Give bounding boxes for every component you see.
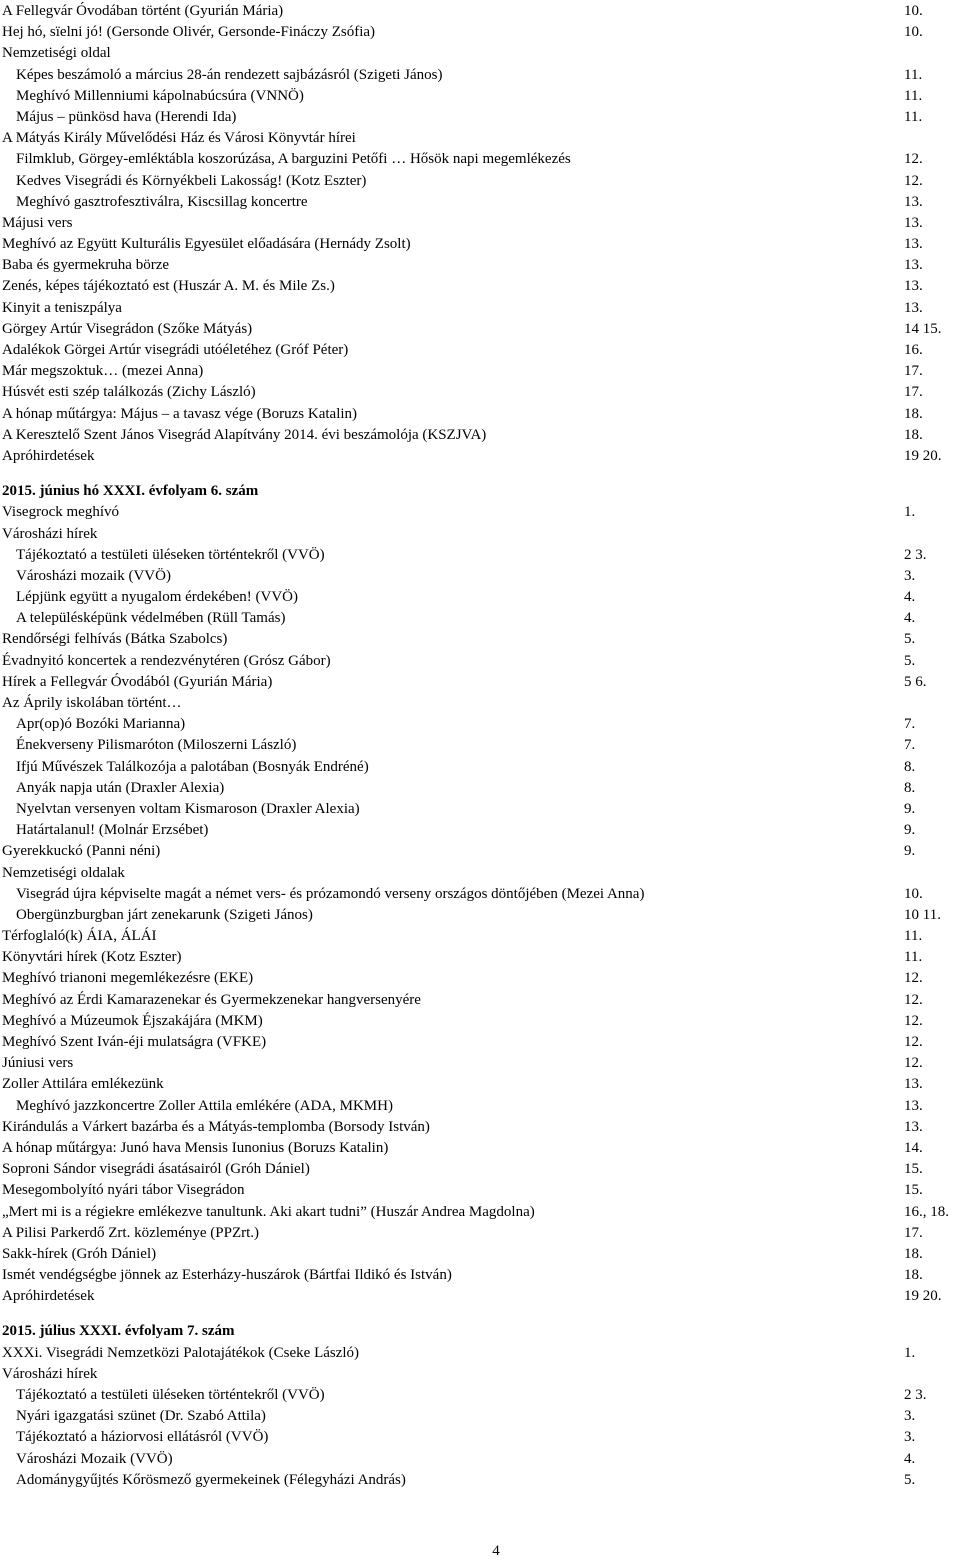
- issue-heading: 2015. június hó XXXI. évfolyam 6. szám: [2, 483, 259, 500]
- toc-entry-page: 16.: [904, 342, 923, 358]
- toc-entry-page: 11.: [904, 949, 923, 966]
- toc-entry-page: 17.: [904, 1224, 923, 1241]
- toc-entry-page: 13.: [904, 1076, 923, 1093]
- toc-entry-page: 12.: [904, 1012, 923, 1029]
- toc-entry-page: 8.: [904, 779, 916, 796]
- toc-entry-page: 5.: [904, 631, 916, 648]
- toc-entry: [2, 361, 952, 382]
- toc-entry-title: Városházi Mozaik (VVÖ): [16, 1450, 173, 1467]
- toc-entry-title: Apróhirdetések: [2, 1288, 95, 1305]
- toc-entry: [2, 1427, 952, 1448]
- toc-entry-title: Már megszoktuk… (mezei Anna): [2, 363, 204, 380]
- toc-entry: [2, 319, 952, 340]
- toc-entry-title: Zoller Attilára emlékezünk: [2, 1076, 164, 1093]
- toc-entry-page: 13.: [904, 257, 923, 274]
- toc-entry-page: 16., 18.: [904, 1203, 949, 1220]
- toc-entry-title: Tájékoztató a testületi üléseken történtekről (VVÖ): [16, 546, 325, 563]
- toc-entry-title: Sakk-hírek (Gróh Dániel): [2, 1245, 157, 1262]
- toc-entry-page: 10.: [904, 24, 923, 41]
- toc-entry-page: 10.: [904, 3, 923, 19]
- toc-entry-title: Baba és gyermekruha börze: [2, 257, 170, 274]
- toc-entry: [2, 566, 952, 587]
- toc-entry: [2, 1159, 952, 1180]
- toc-entry-page: 13.: [904, 299, 923, 316]
- toc-entry-title: Meghívó az Érdi Kamarazenekar és Gyermekzenekar hangversenyére: [2, 991, 421, 1008]
- toc-entry: [2, 651, 952, 672]
- toc-entry-title: Apr(op)ó Bozóki Marianna): [16, 716, 186, 733]
- toc-entry-page: 14 15.: [904, 320, 942, 337]
- toc-entry-title: Tájékoztató a háziorvosi ellátásról (VVÖ): [16, 1429, 269, 1446]
- toc-entry: [2, 1117, 952, 1138]
- toc-entry-page: 19 20.: [904, 447, 942, 464]
- toc-entry-page: 9.: [904, 843, 916, 860]
- toc-entry-title: Nemzetiségi oldalak: [2, 864, 125, 881]
- toc-entry-title: A Mátyás Király Művelődési Ház és Városi Könyvtár hírei: [2, 130, 356, 147]
- toc-entry-page: 3.: [904, 1408, 916, 1425]
- toc-entry: [2, 340, 952, 361]
- toc-entry-page: 12.: [904, 1034, 923, 1050]
- toc-entry-page: 12.: [904, 1055, 923, 1072]
- toc-entry-page: 15.: [904, 1182, 923, 1199]
- toc-entry: [2, 1180, 952, 1201]
- toc-entry-title: Énekverseny Pilismaróton (Miloszerni László): [16, 737, 297, 754]
- toc-entry: [2, 192, 952, 213]
- toc-entry-page: 10.: [904, 885, 923, 902]
- toc-entry: [2, 276, 952, 297]
- toc-entry-page: 17.: [904, 384, 923, 401]
- toc-entry-page: 13.: [904, 193, 923, 210]
- toc-entry: [2, 1343, 952, 1364]
- toc-entry-page: 13.: [904, 1118, 923, 1135]
- toc-entry-page: 2 3.: [904, 1387, 927, 1403]
- toc-entry-page: 4.: [904, 1450, 916, 1467]
- toc-entry-title: Határtalanul! (Molnár Erzsébet): [16, 822, 209, 839]
- toc-entry-title: Évadnyitó koncertek a rendezvénytéren (Grósz Gábor): [2, 652, 331, 669]
- toc-entry-page: 12.: [904, 151, 923, 168]
- toc-entry-title: Meghívó jazzkoncertre Zoller Attila emlékére (ADA, MKMH): [16, 1097, 393, 1114]
- toc-entry: [2, 1385, 952, 1406]
- toc-entry-page: 18.: [904, 405, 923, 422]
- toc-entry-title: Nemzetiségi oldal: [2, 45, 111, 62]
- toc-entry: [2, 799, 952, 820]
- toc-entry-title: A településképünk védelmében (Rüll Tamás): [16, 610, 286, 627]
- toc-entry: [2, 524, 952, 545]
- toc-entry: [2, 587, 952, 608]
- toc-entry: [2, 545, 952, 566]
- toc-entry: [2, 820, 952, 841]
- section-spacer: [2, 467, 952, 481]
- toc-entry-title: Meghívó a Múzeumok Éjszakájára (MKM): [2, 1012, 263, 1029]
- toc-entry: [2, 425, 952, 446]
- toc-entry: [2, 234, 952, 255]
- toc-entry: [2, 107, 952, 128]
- toc-entry-page: 2 3.: [904, 546, 927, 563]
- toc-entry-title: Kedves Visegrádi és Környékbeli Lakosság! (Kotz Eszter): [16, 172, 367, 189]
- toc-entry-title: Képes beszámoló a március 28-án rendezett sajbázásról (Szigeti János): [16, 66, 443, 83]
- toc-entry-title: Ismét vendégségbe jönnek az Esterházy-huszárok (Bártfai Ildikó és István): [2, 1267, 452, 1284]
- toc-entry-page: 5.: [904, 652, 916, 669]
- toc-entry-page: 9.: [904, 800, 916, 817]
- toc-entry-title: Adalékok Görgei Artúr visegrádi utóéletéhez (Gróf Péter): [2, 342, 349, 358]
- toc-entry-page: 13.: [904, 278, 923, 295]
- toc-entry: [2, 884, 952, 905]
- toc-entry-page: 9.: [904, 822, 916, 839]
- toc-entry: [2, 65, 952, 86]
- toc-entry-title: Május – pünkösd hava (Herendi Ida): [16, 108, 237, 125]
- toc-entry: [2, 1265, 952, 1286]
- toc-entry-title: Meghívó az Együtt Kulturális Egyesület előadására (Hernády Zsolt): [2, 236, 411, 253]
- toc-entry: [2, 1, 952, 22]
- toc-entry-title: Májusi vers: [2, 214, 73, 231]
- toc-entry: [2, 171, 952, 192]
- toc-entry-page: 5 6.: [904, 673, 927, 690]
- toc-entry-title: Kirándulás a Várkert bazárba és a Mátyás-templomba (Borsody István): [2, 1118, 430, 1135]
- toc-entry-title: Rendőrségi felhívás (Bátka Szabolcs): [2, 631, 228, 648]
- toc-entry-title: Az Áprily iskolában történt…: [2, 695, 182, 711]
- toc-entry: [2, 693, 952, 714]
- issue-heading: 2015. július XXXI. évfolyam 7. szám: [2, 1323, 235, 1340]
- table-of-contents: [2, 1, 952, 1491]
- toc-entry: [2, 1138, 952, 1159]
- toc-entry: [2, 1364, 952, 1385]
- toc-entry: [2, 735, 952, 756]
- toc-entry-page: 4.: [904, 589, 916, 606]
- toc-entry-title: Városházi hírek: [2, 1365, 98, 1382]
- toc-entry: [2, 446, 952, 467]
- toc-entry: [2, 86, 952, 107]
- toc-entry: [2, 1074, 952, 1095]
- toc-entry: [2, 757, 952, 778]
- toc-entry-title: Meghívó gasztrofesztiválra, Kiscsillag koncertre: [16, 193, 308, 210]
- toc-entry-title: Hírek a Fellegvár Óvodából (Gyurián Mária): [2, 673, 273, 690]
- toc-entry: [2, 926, 952, 947]
- toc-entry-title: Júniusi vers: [2, 1055, 74, 1072]
- toc-entry-title: Soproni Sándor visegrádi ásatásairól (Gróh Dániel): [2, 1161, 310, 1178]
- toc-entry: [2, 1011, 952, 1032]
- toc-entry-page: 7.: [904, 737, 916, 754]
- toc-entry-title: Ifjú Művészek Találkozója a palotában (Bosnyák Endréné): [16, 758, 369, 775]
- toc-entry-page: 13.: [904, 236, 923, 253]
- toc-entry-page: 1.: [904, 504, 916, 521]
- toc-entry-page: 17.: [904, 363, 923, 380]
- toc-entry-page: 12.: [904, 172, 923, 189]
- toc-entry-title: „Mert mi is a régiekre emlékezve tanultunk. Aki akart tudni” (Huszár Andrea Magdolna): [2, 1203, 535, 1220]
- toc-entry-page: 1.: [904, 1344, 916, 1361]
- toc-entry-title: Hej hó, sïelni jó! (Gersonde Olivér, Gersonde-Fináczy Zsófia): [2, 24, 376, 41]
- toc-entry: [2, 1032, 952, 1053]
- toc-entry: [2, 714, 952, 735]
- toc-entry-page: 18.: [904, 426, 923, 443]
- toc-entry: [2, 1223, 952, 1244]
- toc-entry: [2, 1449, 952, 1470]
- toc-entry-title: Nyelvtan versenyen voltam Kismaroson (Draxler Alexia): [16, 800, 360, 817]
- toc-entry: [2, 149, 952, 170]
- toc-entry-title: XXXi. Visegrádi Nemzetközi Palotajátékok (Cseke László): [2, 1344, 360, 1361]
- toc-entry: [2, 1053, 952, 1074]
- toc-entry-page: 13.: [904, 214, 923, 231]
- toc-entry-page: 5.: [904, 1471, 916, 1488]
- toc-entry-title: Visegrock meghívó: [2, 504, 119, 521]
- toc-entry: [2, 502, 952, 523]
- toc-entry: [2, 672, 952, 693]
- toc-entry: [2, 629, 952, 650]
- toc-entry: [2, 947, 952, 968]
- toc-entry-title: A hónap műtárgya: Május – a tavasz vége (Boruzs Katalin): [2, 405, 358, 422]
- page-number: 4: [492, 1543, 500, 1559]
- toc-entry: [2, 841, 952, 862]
- toc-entry: [2, 213, 952, 234]
- toc-entry-page: 14.: [904, 1139, 923, 1156]
- toc-entry-title: Meghívó Millenniumi kápolnabúcsúra (VNNÖ): [16, 87, 304, 104]
- toc-entry-title: Meghívó trianoni megemlékezésre (EKE): [2, 970, 254, 987]
- toc-entry: [2, 968, 952, 989]
- toc-entry: [2, 128, 952, 149]
- toc-entry-title: Könyvtári hírek (Kotz Eszter): [2, 949, 182, 966]
- toc-entry-title: Kinyit a teniszpálya: [2, 299, 122, 316]
- toc-entry: [2, 298, 952, 319]
- toc-entry-title: Tájékoztató a testületi üléseken történtekről (VVÖ): [16, 1387, 325, 1403]
- toc-entry-title: Görgey Artúr Visegrádon (Szőke Mátyás): [2, 320, 253, 337]
- toc-entry: [2, 43, 952, 64]
- toc-entry-page: 4.: [904, 610, 916, 627]
- toc-entry: [2, 1470, 952, 1491]
- toc-entry: [2, 608, 952, 629]
- toc-entry-page: 12.: [904, 970, 923, 987]
- toc-entry-page: 18.: [904, 1267, 923, 1284]
- toc-entry-page: 11.: [904, 66, 923, 83]
- toc-entry: [2, 1202, 952, 1223]
- toc-entry: [2, 905, 952, 926]
- toc-entry-page: 19 20.: [904, 1288, 942, 1305]
- section-spacer: [2, 1307, 952, 1321]
- toc-entry-title: Húsvét esti szép találkozás (Zichy László): [2, 384, 256, 401]
- toc-entry: [2, 404, 952, 425]
- toc-entry: [2, 863, 952, 884]
- toc-entry: [2, 1244, 952, 1265]
- toc-entry-title: Térfoglaló(k) ÁIA, ÁLÁI: [2, 928, 157, 945]
- toc-entry-page: 7.: [904, 716, 916, 733]
- toc-entry-title: Nyári igazgatási szünet (Dr. Szabó Attila): [16, 1408, 266, 1425]
- toc-entry-title: Obergünzburgban járt zenekarunk (Szigeti János): [16, 906, 313, 923]
- toc-entry-title: Meghívó Szent Iván-éji mulatságra (VFKE): [2, 1034, 267, 1050]
- toc-entry-title: A Fellegvár Óvodában történt (Gyurián Mária): [2, 3, 284, 19]
- toc-entry-title: A Pilisi Parkerdő Zrt. közleménye (PPZrt.): [2, 1224, 260, 1241]
- toc-entry-page: 15.: [904, 1161, 923, 1178]
- toc-entry-title: Zenés, képes tájékoztató est (Huszár A. M. és Mile Zs.): [2, 278, 335, 295]
- toc-entry-title: Visegrád újra képviselte magát a német vers- és prózamondó verseny országos döntőjében (Mezei Anna): [16, 885, 645, 902]
- toc-entry-page: 8.: [904, 758, 916, 775]
- toc-entry-page: 11.: [904, 87, 923, 104]
- toc-entry-title: Városházi hírek: [2, 525, 98, 542]
- toc-entry-page: 10 11.: [904, 906, 941, 923]
- toc-entry: [2, 382, 952, 403]
- toc-entry-page: 3.: [904, 567, 916, 584]
- toc-entry-title: Gyerekkuckó (Panni néni): [2, 843, 161, 860]
- toc-entry-title: A hónap műtárgya: Junó hava Mensis Iunonius (Boruzs Katalin): [2, 1139, 389, 1156]
- toc-entry-page: 3.: [904, 1429, 916, 1446]
- toc-entry: [2, 1096, 952, 1117]
- toc-entry-page: 13.: [904, 1097, 923, 1114]
- toc-entry-title: Adománygyűjtés Kőrösmező gyermekeinek (Félegyházi András): [16, 1471, 406, 1488]
- toc-entry: [2, 22, 952, 43]
- toc-entry-title: Városházi mozaik (VVÖ): [16, 567, 171, 584]
- toc-entry-page: 11.: [904, 108, 923, 125]
- toc-entry: [2, 1286, 952, 1307]
- toc-entry-title: Lépjünk együtt a nyugalom érdekében! (VVÖ): [16, 589, 298, 606]
- toc-entry-title: Filmklub, Görgey-emléktábla koszorúzása, A barguzini Petőfi … Hősök napi megemlékezés: [16, 151, 571, 168]
- toc-entry-title: Anyák napja után (Draxler Alexia): [16, 779, 225, 796]
- toc-entry: [2, 990, 952, 1011]
- toc-entry: [2, 1406, 952, 1427]
- toc-entry-title: A Keresztelő Szent János Visegrád Alapítvány 2014. évi beszámolója (KSZJVA): [2, 426, 487, 443]
- toc-entry: [2, 778, 952, 799]
- toc-entry-page: 11.: [904, 928, 923, 945]
- toc-entry-title: Apróhirdetések: [2, 447, 95, 464]
- toc-entry-page: 18.: [904, 1245, 923, 1262]
- toc-entry-title: Mesegombolyító nyári tábor Visegrádon: [2, 1182, 245, 1199]
- toc-entry-page: 12.: [904, 991, 923, 1008]
- toc-entry: [2, 255, 952, 276]
